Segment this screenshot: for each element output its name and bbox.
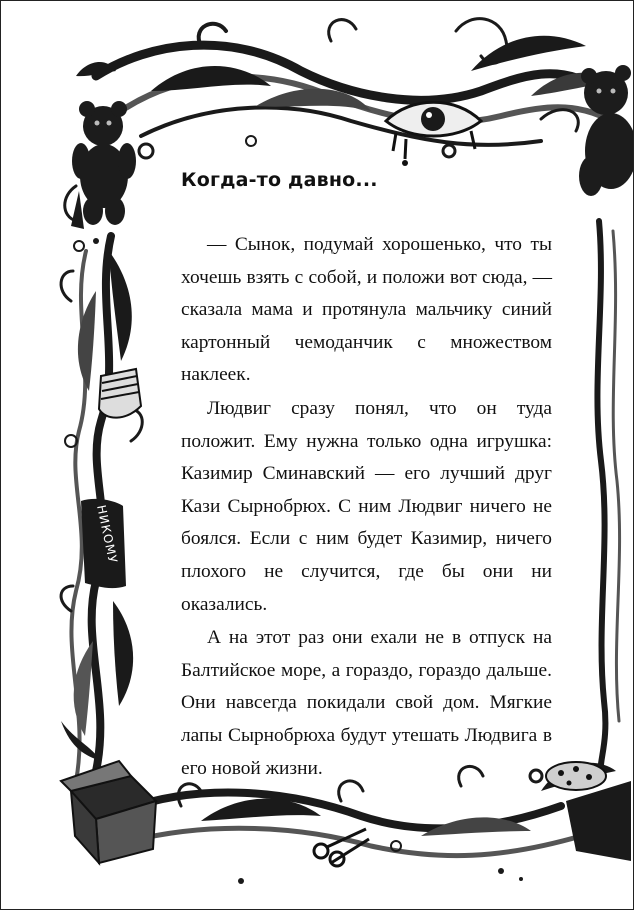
chapter-heading: Когда-то давно...: [181, 169, 378, 191]
ribbon-banner: [81, 499, 126, 588]
paragraph-1: — Сынок, подумай хорошенько, что ты хочешь взять с собой, и положи вот сюда, — сказала мама и протянула мальчику синий картонный чемоданчик с множеством наклеек.: [181, 234, 552, 386]
paragraph-3: А на этот раз они ехали не в отпуск на Балтийское море, а гораздо, гораздо дальше. Они навсегда покидали свой дом. Мягкие лапы Сырнобрюха будут утешать Людвига в его новой жизни.: [181, 627, 552, 779]
teddy-bear-left: [72, 101, 136, 225]
story-text: [181, 229, 552, 786]
spotted-object: [546, 762, 631, 861]
teddy-bear-right: [579, 65, 634, 196]
left-column-vines: [61, 186, 142, 781]
ribbon-text: НИКОМУ: [94, 503, 121, 565]
striped-sleeve: [99, 369, 141, 418]
open-box: [61, 761, 156, 863]
paragraph-2: Людвиг сразу понял, что он туда положит. Ему нужна только одна игрушка: Казимир Сминавский — его лучший друг Кази Сырнобрюх. С ним Людвиг ничего не боялся. Если с ним будет Казимир, ничего плохого не случится, где бы они ни оказались.: [181, 397, 552, 615]
right-column-vines: [597, 221, 619, 771]
